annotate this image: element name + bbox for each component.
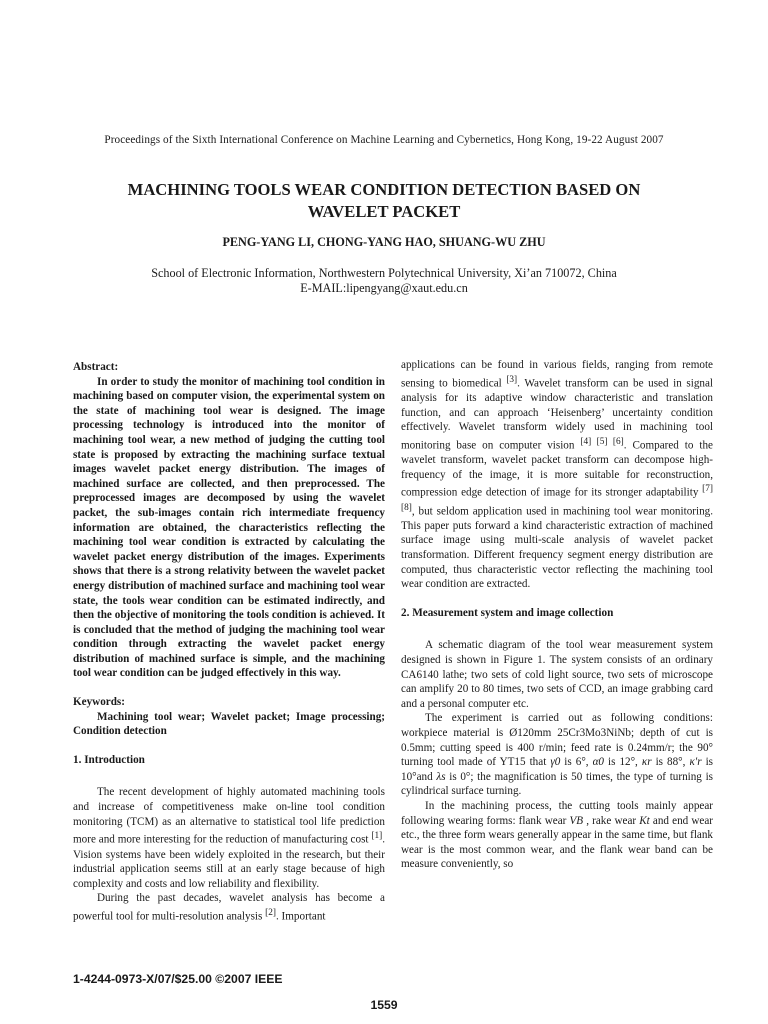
citation: [4] [5] [6]	[580, 436, 624, 447]
copyright-id: 1-4244-0973-X/07/$25.00 ©2007 IEEE	[73, 972, 283, 986]
affiliation-block	[0, 266, 768, 296]
abstract-heading: Abstract:	[73, 361, 119, 373]
authors: PENG-YANG LI, CHONG-YANG HAO, SHUANG-WU ZHU	[222, 235, 546, 249]
affiliation: School of Electronic Information, Northwestern Polytechnical University, Xi’an 710072, China	[151, 266, 617, 280]
symbol-alpha0: α0	[592, 756, 604, 769]
keywords-body: Machining tool wear; Wavelet packet; Image processing; Condition detection	[73, 710, 385, 738]
title-line-2: WAVELET PACKET	[307, 202, 461, 221]
citation: [2]	[265, 907, 276, 918]
section-2-paragraph-3: In the machining process, the cutting tools mainly appear following wearing forms: flank wear VB , rake wear Kt and end wear etc., the three form wears generally appear in the same time, but flank wear is the most common wear, and the flank wear band can be measure conveniently, so	[401, 799, 713, 871]
citation: [1]	[371, 831, 383, 842]
title-line-1: MACHINING TOOLS WEAR CONDITION DETECTION BASED ON	[127, 180, 641, 199]
symbol-kappa-r-prime: κ′r	[689, 756, 702, 769]
intro-paragraph-2: During the past decades, wavelet analysis has become a powerful tool for multi-resolution analysis [2]. Important	[73, 892, 385, 923]
section-2-heading: 2. Measurement system and image collection	[401, 606, 614, 619]
email: E-MAIL:lipengyang@xaut.edu.cn	[300, 281, 468, 295]
intro-paragraph-1: The recent development of highly automated machining tools and increase of competitiveness make on-line tool condition monitoring (TCM) as an alternative to statistical tool life prediction more and more interesting for the reduction of manufacturing cost [1]. Vision systems have been widely exploited in the research, but their industrial application seems still at an early stage because of high complexity and costs and low reliability and flexibility.	[73, 786, 385, 890]
page-number: 1559	[370, 998, 398, 1012]
keywords-heading: Keywords:	[73, 696, 125, 709]
section-2-paragraph-1: A schematic diagram of the tool wear measurement system designed is shown in Figure 1. The system consists of an ordinary CA6140 lathe; two sets of cold light source, two sets of microscope can amplify 20 to 80 times, two sets of CCD, an image grabbing card and a personal computer etc.	[401, 639, 713, 710]
citation: [7] [8]	[401, 484, 713, 513]
symbol-kappa-r: κr	[641, 756, 652, 769]
symbol-gamma0: γ0	[550, 756, 561, 769]
citation: [3]	[506, 374, 518, 385]
symbol-vb: VB	[569, 814, 584, 827]
symbol-lambda-s: λs	[436, 770, 446, 783]
abstract-body: In order to study the monitor of machining tool condition in machining based on computer vision, the experimental system on the state of machining tool wear is designed. The image processing technology is introduced into the monitor of machining tool wear, a new method of judging the cutting tool state is proposed by extracting the machining surface textual images wavelet packet energy distribution. The images of machined surface are collected, and then preprocessed. The preprocessed images are decomposed by using the wavelet packet, the sub-images contain rich intermediate frequency information are obtained, the characteristics reflecting the machining tool wear condition is extracted by calculating the wavelet packet energy distribution of the images. Experiments shows that there is a strong relativity between the wavelet packet energy distribution of machined surface and machining tool wear state, the tools wear condition can be estimated indirectly, and then the objective of monitoring the tools condition is achieved. It is concluded that the method of judging the machining tool wear condition through extracting the wavelet packet energy distribution of machined surface is simple, and the machining tool wear condition can be judged effectively in this way.	[73, 375, 385, 680]
symbol-kt: Kt	[639, 814, 650, 827]
left-column	[73, 360, 385, 924]
paper-title	[0, 179, 768, 223]
section-2-paragraph-2: The experiment is carried out as following conditions: workpiece material is Ø120mm 25Cr3Mo3NiNb; depth of cut is 0.5mm; cutting speed is 400 r/min; feed rate is 0.24mm/r; the 90° turning tool made of YT15 that γ0 is 6°, α0 is 12°, κr is 88°, κ′r is 10°and λs is 0°; the magnification is 50 times, the type of turning is cylindrical surface turning.	[401, 712, 714, 798]
right-column	[401, 358, 713, 872]
section-1-heading: 1. Introduction	[73, 753, 145, 766]
intro-continued: applications can be found in various fields, ranging from remote sensing to biomedical [3]. Wavelet transform can be used in signal analysis for its adaptive window characteristic and translation function, and can approach ‘Heisenberg’ uncertainty condition effectively. Wavelet transform widely used in machining tool monitoring base on computer vision [4] [5] [6]. Compared to the wavelet transform, wavelet packet transform can decompose high-frequency of the image, it is more suitable for reconstruction, compression edge detection of image for its stronger adaptability [7] [8], but seldom application used in machining tool wear monitoring. This paper puts forward a kind characteristic extraction of machined surface image using multi-scale analysis of wavelet packet transformation. Different frequency segment energy distribution are computed, thus characteristic vector reflecting the machining tool wear condition are extracted.	[401, 359, 714, 591]
proceedings-line: Proceedings of the Sixth International Conference on Machine Learning and Cybernetics, Hong Kong, 19-22 August 2007	[104, 134, 664, 146]
